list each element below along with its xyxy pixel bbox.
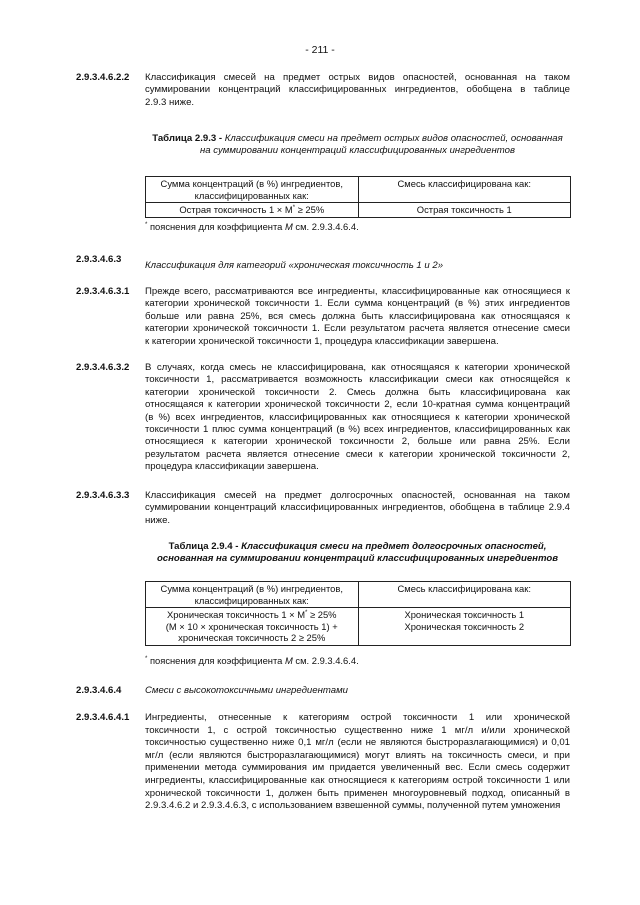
text-line: больше или равна 25%, вся смесь должна быть классифицирована как относящаяся к bbox=[145, 310, 570, 322]
footnote-text: M bbox=[285, 655, 293, 666]
text-line: Классификация смесей на предмет острых видов опасностей, основанная на таком bbox=[145, 72, 570, 83]
section-number: 2.9.3.4.6.3 bbox=[76, 254, 122, 265]
cell-text: хроническая токсичность 2 ≥ 25% bbox=[178, 632, 326, 644]
text-line: 2.9.3.4.6.2 и 2.9.3.4.6.3, с использованием взвешенной суммы, полученной путем умножения bbox=[145, 800, 561, 812]
cell-text: Острая токсичность 1 × M bbox=[179, 204, 293, 216]
section-2-9-3-4-6-3 bbox=[76, 254, 570, 272]
text-line: 2.9.3 ниже. bbox=[145, 96, 195, 108]
table-2-9-4 bbox=[145, 581, 571, 646]
text-line: суммировании концентраций классифицированных ингредиентов, обобщена в таблице bbox=[145, 84, 570, 96]
table-2-9-3 bbox=[145, 176, 571, 218]
section-text bbox=[145, 286, 570, 348]
text-line: категории хронической токсичности 1. Если сумма концентраций (в %) этих ингредиентов bbox=[145, 298, 570, 310]
section-2-9-3-4-6-4-1 bbox=[76, 712, 570, 813]
section-2-9-3-4-6-3-3 bbox=[76, 490, 570, 527]
section-number: 2.9.3.4.6.3.3 bbox=[76, 490, 130, 501]
text-line: процедура классификации завершена. bbox=[145, 461, 319, 473]
text-line: относящаяся к категории хронической токсичности 2, если 10-кратная сумма концентраций bbox=[145, 399, 570, 411]
section-text bbox=[145, 362, 570, 474]
cell-text: (M × 10 × хроническая токсичность 1) + bbox=[165, 620, 338, 632]
cell-text: ≥ 25% bbox=[295, 204, 325, 216]
header-cell bbox=[146, 582, 359, 608]
section-2-9-3-4-6-4 bbox=[76, 685, 570, 697]
table-footnote: * пояснения для коэффициента M см. 2.9.3.4.6.4. bbox=[145, 655, 359, 666]
footnote-text: см. 2.9.3.4.6.4. bbox=[292, 221, 359, 232]
text-line: Ингредиенты, отнесенные к категориям острой токсичности 1 или хронической bbox=[145, 712, 570, 723]
text-line: категории хронической токсичности 1. Если результатом расчета является отнесение смеси bbox=[145, 323, 570, 335]
header-cell: Смесь классифицирована как: bbox=[358, 582, 571, 608]
text-line: ингредиенты, классифицированные как относящиеся к категориям острой токсичности 1 или bbox=[145, 774, 570, 786]
text-line: (в %) всех ингредиентов, классифицированных как относящиеся к категории хронической bbox=[145, 411, 570, 423]
section-2-9-3-4-6-2-2 bbox=[76, 72, 570, 109]
section-number: 2.9.3.4.6.4.1 bbox=[76, 712, 130, 723]
cell-text: ≥ 25% bbox=[307, 609, 337, 621]
text-line: категории хронической токсичности 2. Смесь должна быть классифицирована как bbox=[145, 386, 570, 398]
text-line: токсичности 1 плюс сумма концентраций (в %) всех ингредиентов, классифицированных как bbox=[145, 424, 570, 436]
section-title: Смеси с высокотоксичными ингредиентами bbox=[145, 685, 349, 696]
header-text: Сумма концентраций (в %) ингредиентов, bbox=[160, 178, 343, 189]
header-text: Сумма концентраций (в %) ингредиентов, bbox=[160, 583, 343, 594]
text-line: ниже. bbox=[145, 514, 171, 526]
text-line: результатом расчета является отнесение смеси к категории хронической токсичности 2, bbox=[145, 448, 570, 460]
section-text bbox=[145, 490, 570, 527]
caption-text: Классификация смеси на предмет долгосрочных опасностей, bbox=[241, 541, 547, 552]
section-number: 2.9.3.4.6.2.2 bbox=[76, 72, 130, 83]
section-title: Классификация для категорий «хроническая токсичность 1 и 2» bbox=[145, 260, 444, 271]
caption-label: Таблица 2.9.4 - bbox=[168, 541, 242, 552]
header-cell: Смесь классифицирована как: bbox=[358, 177, 571, 203]
header-text: классифицированных как: bbox=[194, 189, 309, 201]
table-2-9-4-caption bbox=[145, 541, 570, 566]
table-2-9-3-caption bbox=[145, 133, 570, 158]
footnote-text: M bbox=[285, 221, 293, 232]
footnote-text: пояснения для коэффициента bbox=[149, 655, 285, 666]
text-line: суммировании концентраций классифицированных ингредиентов, обобщена в таблице 2.9.4 bbox=[145, 502, 570, 514]
text-line: хронической токсичности 1, должен быть применен многоуровневый подход, описанный в bbox=[145, 787, 570, 799]
section-number: 2.9.3.4.6.3.2 bbox=[76, 362, 130, 373]
text-line: В случаях, когда смесь не классифицирована, как относящаяся к категории хронической bbox=[145, 362, 570, 373]
section-2-9-3-4-6-3-2 bbox=[76, 362, 570, 474]
table-cell: Острая токсичность 1 bbox=[358, 203, 571, 218]
text-line: относящиеся к категории хронической токсичности 2, больше или равна 25%. Если bbox=[145, 436, 570, 448]
text-line: Классификация смесей на предмет долгосрочных опасностей, основанная на таком bbox=[145, 490, 570, 501]
table-header-row bbox=[146, 177, 571, 203]
header-text: классифицированных как: bbox=[194, 594, 309, 606]
section-number: 2.9.3.4.6.4 bbox=[76, 685, 122, 696]
cell-text: Хроническая токсичность 1 × M bbox=[166, 609, 306, 621]
text-line: к категории хронической токсичности 1, процедура классификации завершена. bbox=[145, 335, 499, 347]
section-text bbox=[145, 72, 570, 109]
table-footnote: * пояснения для коэффициента M см. 2.9.3.4.6.4. bbox=[145, 221, 359, 232]
caption-text: основанная на суммировании концентраций классифицированных ингредиентов bbox=[156, 553, 559, 565]
table-cell bbox=[358, 608, 571, 646]
header-cell bbox=[146, 177, 359, 203]
table-row bbox=[146, 203, 571, 218]
caption-text: на суммировании концентраций классифицированных ингредиентов bbox=[200, 145, 515, 157]
section-number: 2.9.3.4.6.3.1 bbox=[76, 286, 130, 297]
section-text bbox=[145, 712, 570, 813]
caption-label: Таблица 2.9.3 - bbox=[152, 133, 225, 144]
page-number: - 211 - bbox=[305, 44, 335, 56]
table-row bbox=[146, 608, 571, 646]
footnote-text: пояснения для коэффициента bbox=[149, 221, 285, 232]
table-header-row bbox=[146, 582, 571, 608]
footnote-text: см. 2.9.3.4.6.4. bbox=[292, 655, 359, 666]
text-line: токсичностью существенно ниже 0,1 мг/л (если не являются быстроразлагающимися) и 0,01 bbox=[145, 737, 570, 749]
text-line: Прежде всего, рассматриваются все ингредиенты, классифицированные как относящиеся к bbox=[145, 286, 570, 297]
text-line: мг/л (если являются быстроразлагающимися) могут влиять на токсичность смеси, и при bbox=[145, 749, 570, 761]
cell-text: Хроническая токсичность 2 bbox=[404, 620, 525, 632]
text-line: применении метода суммирования им придается увеличенный вес. Если смесь содержит bbox=[145, 762, 570, 774]
section-2-9-3-4-6-3-1 bbox=[76, 286, 570, 348]
cell-text: Хроническая токсичность 1 bbox=[404, 609, 525, 621]
caption-text: Классификация смеси на предмет острых видов опасностей, основанная bbox=[224, 133, 563, 144]
text-line: токсичности 1, рассматривается возможность классификации смеси как относящейся к bbox=[145, 374, 570, 386]
table-cell: Острая токсичность 1 × M* ≥ 25% bbox=[146, 203, 359, 218]
text-line: токсичности 1, с острой токсичностью существенно ниже 1 мг/л и/или хронической bbox=[145, 724, 570, 736]
table-cell: Хроническая токсичность 1 × M* ≥ 25% (M × 10 × хроническая токсичность 1) + хроническая токсичность 2 ≥ 25% bbox=[146, 608, 359, 646]
